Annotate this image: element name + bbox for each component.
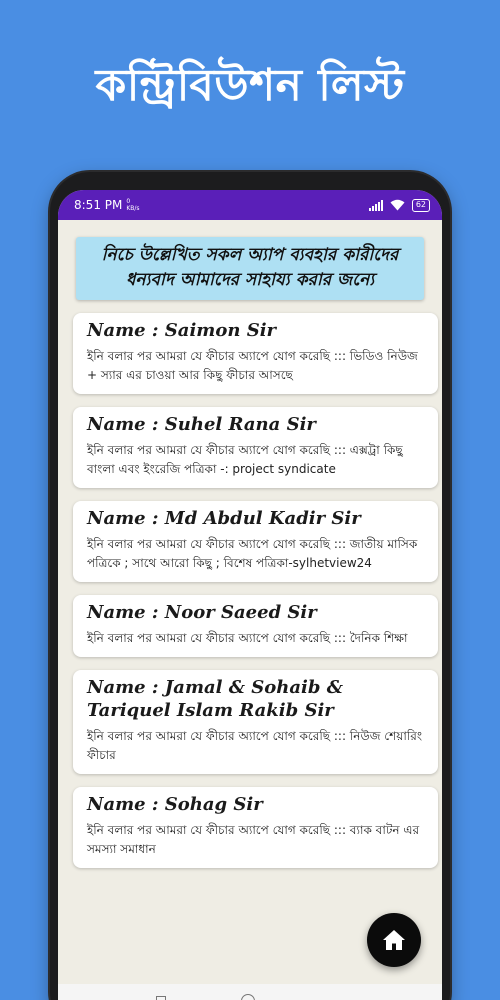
recents-icon[interactable] <box>156 996 166 1000</box>
contributor-description: ইনি বলার পর আমরা যে ফীচার অ্যাপে যোগ করেছি ::: নিউজ শেয়ারিং ফীচার <box>87 729 423 762</box>
contributor-card[interactable] <box>73 595 438 657</box>
contributor-name: Name : Sohag Sir <box>87 794 263 815</box>
contribution-list[interactable] <box>58 220 442 868</box>
status-bar <box>58 190 442 220</box>
system-nav-bar <box>58 984 442 1000</box>
contributor-card[interactable] <box>73 501 438 582</box>
home-icon <box>382 929 406 951</box>
status-right <box>369 199 430 212</box>
contributor-name: Name : Jamal & Sohaib & Tariquel Islam Rakib Sir <box>87 677 343 721</box>
contributor-description: ইনি বলার পর আমরা যে ফীচার অ্যাপে যোগ করেছি ::: জাতীয় মাসিক পত্রিকে ; সাথে আরো কিছু ; বিশেষ পত্রিকা-sylhetview24 <box>87 537 418 570</box>
battery-icon: 62 <box>412 199 430 212</box>
home-nav-icon[interactable] <box>241 994 255 1000</box>
contributor-name: Name : Noor Saeed Sir <box>87 602 317 623</box>
home-button[interactable] <box>367 913 421 967</box>
status-time: 8:51 PM <box>74 198 123 212</box>
contributor-name: Name : Md Abdul Kadir Sir <box>87 508 361 529</box>
contributor-name: Name : Suhel Rana Sir <box>87 414 316 435</box>
thanks-banner: নিচে উল্লেখিত সকল অ্যাপ ব্যবহার কারীদের ধন্যবাদ আমাদের সাহায্য করার জন্যে <box>76 237 424 300</box>
contributor-description: ইনি বলার পর আমরা যে ফীচার অ্যাপে যোগ করেছি ::: ব্যাক বাটন এর সমস্যা সমাধান <box>87 823 420 856</box>
signal-icon <box>369 200 383 211</box>
contributor-description: ইনি বলার পর আমরা যে ফীচার অ্যাপে যোগ করেছি ::: ভিডিও নিউজ + স্যার এর চাওয়া আর কিছু ফীচার আসছে <box>87 349 418 382</box>
contributor-card[interactable] <box>73 670 438 774</box>
contributor-description: ইনি বলার পর আমরা যে ফীচার অ্যাপে যোগ করেছি ::: এক্সট্রা কিছু বাংলা এবং ইংরেজি পত্রিকা -: project syndicate <box>87 443 403 476</box>
wifi-icon <box>390 199 405 211</box>
contributor-card[interactable] <box>73 313 438 394</box>
contributor-description: ইনি বলার পর আমরা যে ফীচার অ্যাপে যোগ করেছি ::: দৈনিক শিক্ষা <box>87 631 408 645</box>
contributor-name: Name : Saimon Sir <box>87 320 277 341</box>
promo-headline: কন্ট্রিবিউশন লিস্ট <box>95 60 405 111</box>
contributor-card[interactable] <box>73 787 438 868</box>
net-speed: 0 KB/s <box>126 198 140 212</box>
app-screen <box>58 190 442 1000</box>
status-left <box>74 198 140 212</box>
contributor-card[interactable] <box>73 407 438 488</box>
